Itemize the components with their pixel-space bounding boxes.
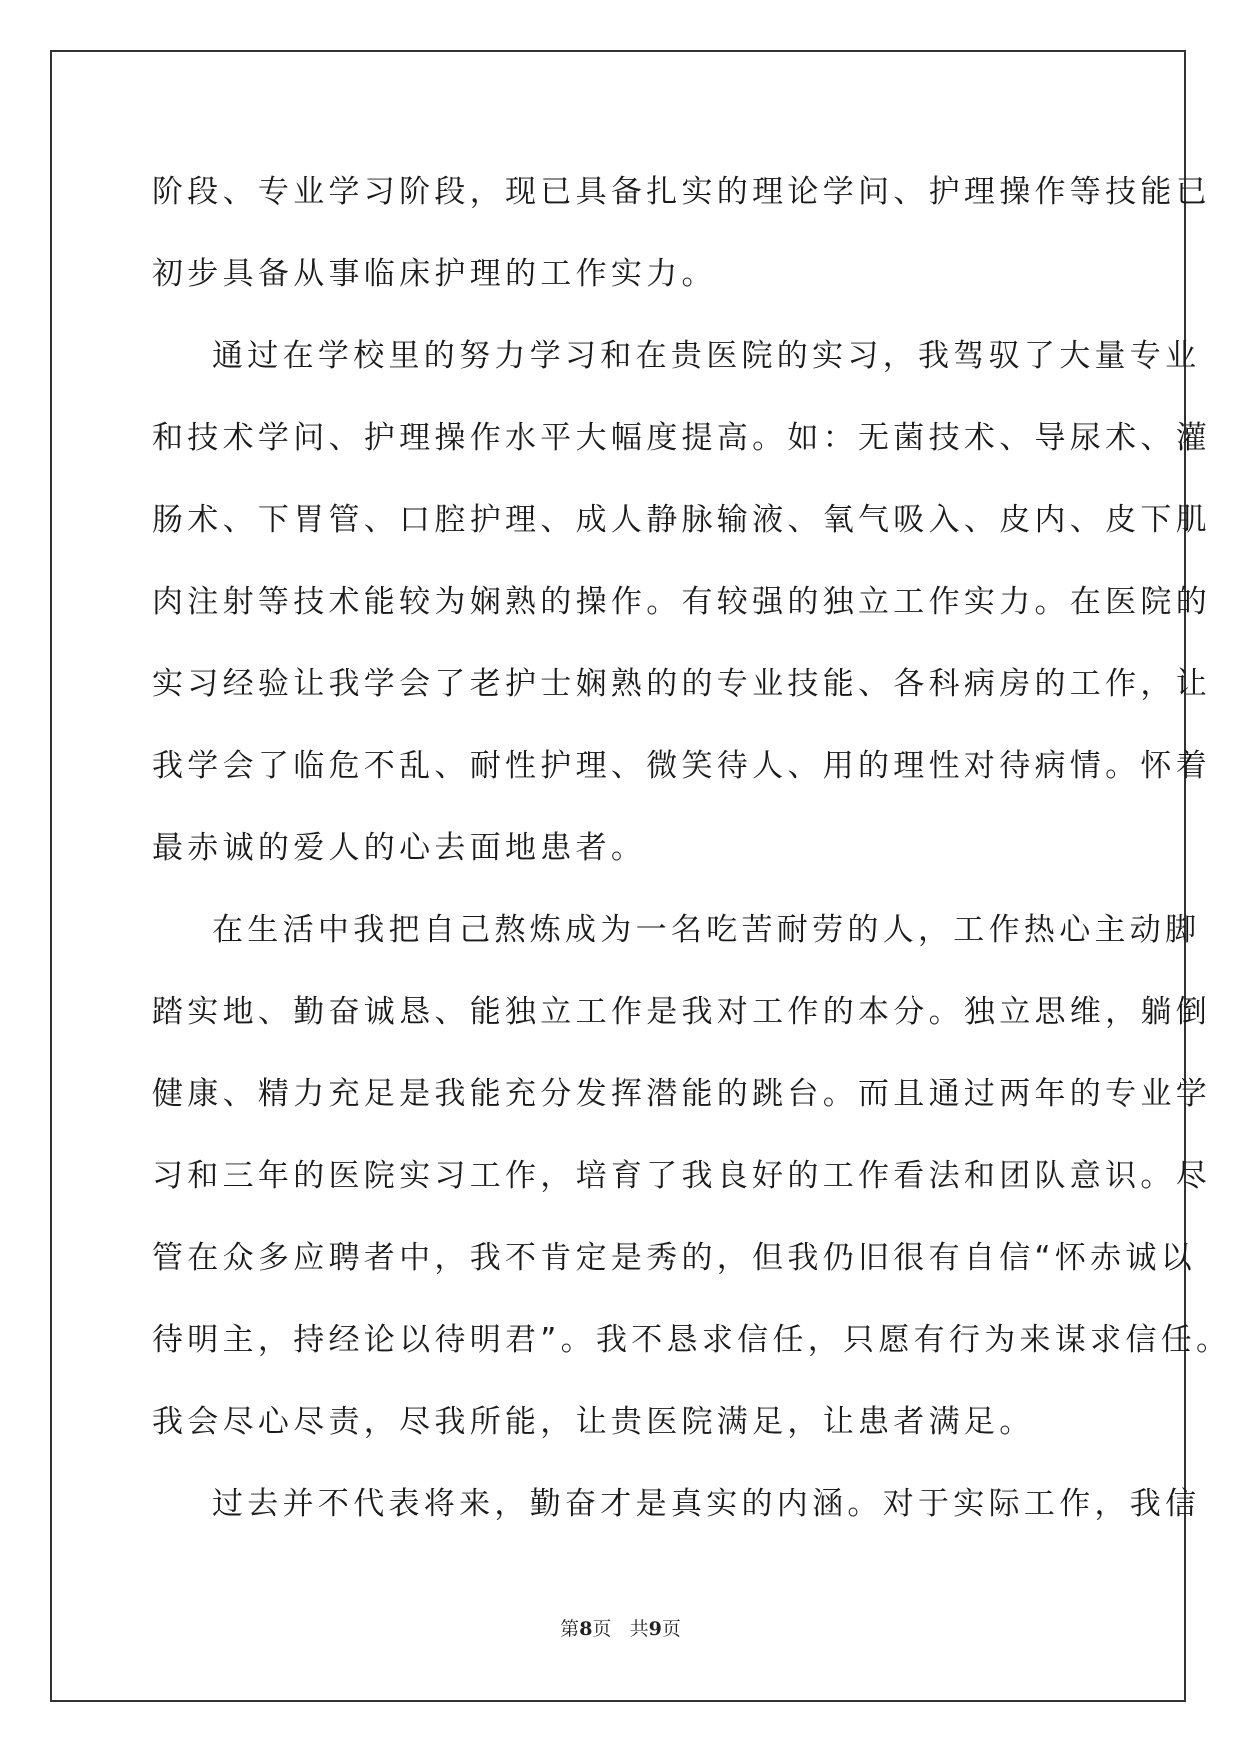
text-line: 待明主，持经论以待明君”。我不恳求信任，只愿有行为来谋求信任。 [152,1322,1232,1358]
text-line: 我学会了临危不乱、耐性护理、微笑待人、用的理性对待病情。怀着 [152,748,1211,784]
paragraph-start: 在生活中我把自己熬炼成为一名吃苦耐劳的人，工作热心主动脚 [212,912,1201,948]
paragraph-start: 过去并不代表将来，勤奋才是真实的内涵。对于实际工作，我信 [212,1486,1201,1522]
document-body [152,162,1232,1556]
text-line: 健康、精力充足是我能充分发挥潜能的跳台。而且通过两年的专业学 [152,1076,1211,1112]
text-line: 阶段、专业学习阶段，现已具备扎实的理论学问、护理操作等技能已 [152,174,1211,210]
text-line: 踏实地、勤奋诚恳、能独立工作是我对工作的本分。独立思维，躺倒 [152,994,1211,1030]
text-line: 和技术学问、护理操作水平大幅度提高。如：无菌技术、导尿术、灌 [152,420,1211,456]
footer-prefix: 第 [560,1618,580,1640]
text-line: 肉注射等技术能较为娴熟的操作。有较强的独立工作实力。在医院的 [152,584,1211,620]
text-line: 最赤诚的爱人的心去面地患者。 [152,830,647,866]
text-line: 管在众多应聘者中，我不肯定是秀的，但我仍旧很有自信“怀赤诚以 [152,1240,1197,1276]
text-line: 实习经验让我学会了老护士娴熟的的专业技能、各科病房的工作，让 [152,666,1211,702]
footer-total-prefix: 共 [629,1618,649,1640]
current-page-number: 8 [579,1618,593,1640]
text-line: 我会尽心尽责，尽我所能，让贵医院满足，让患者满足。 [152,1404,1035,1440]
footer-page-word: 页 [592,1618,612,1640]
total-pages-number: 9 [648,1618,662,1640]
footer-total-suffix: 页 [661,1618,681,1640]
text-line: 习和三年的医院实习工作，培育了我良好的工作看法和团队意识。尽 [152,1158,1211,1194]
text-line: 初步具备从事临床护理的工作实力。 [152,256,717,292]
paragraph-start: 通过在学校里的努力学习和在贵医院的实习，我驾驭了大量专业 [212,338,1201,374]
page-footer [0,1614,1241,1641]
text-line: 肠术、下胃管、口腔护理、成人静脉输液、氧气吸入、皮内、皮下肌 [152,502,1211,538]
